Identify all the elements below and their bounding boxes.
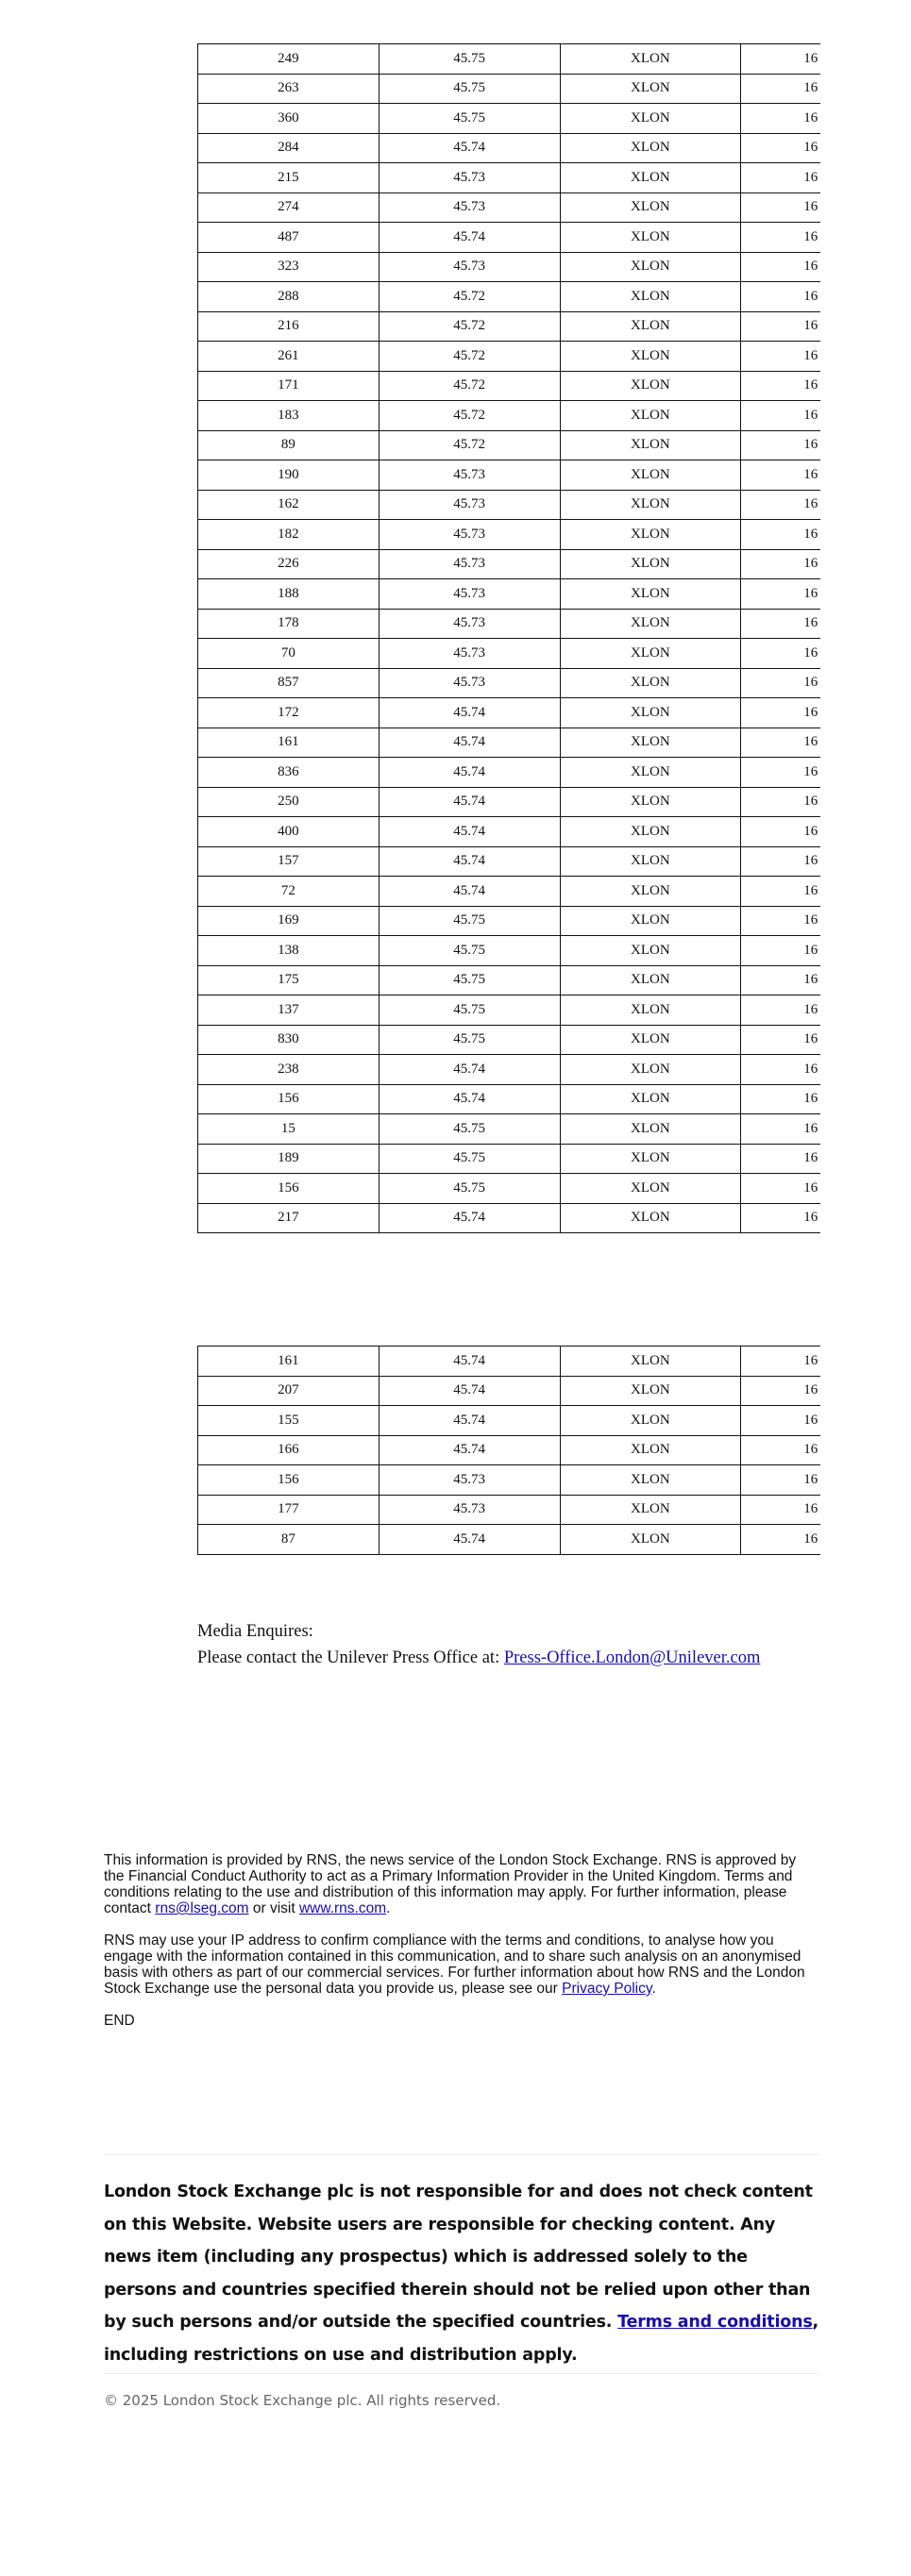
venue-cell: XLON	[560, 1174, 741, 1204]
time-cell: 16	[741, 1376, 820, 1406]
table-row	[198, 995, 821, 1026]
volume-cell: 183	[198, 401, 380, 431]
venue-cell: XLON	[560, 1144, 741, 1174]
table-row	[198, 846, 821, 877]
time-cell: 16	[741, 936, 820, 966]
price-cell: 45.75	[379, 1025, 560, 1055]
disclaimer-text: London Stock Exchange plc is not responsible for and does not check content on this Website. Website users are responsible for checking content. Any news item (including any prospectus) which is addressed solely to the persons and countries specified therein should not be relied upon other than by such persons and/or outside the specified countries.	[104, 2183, 813, 2332]
venue-cell: XLON	[560, 1347, 741, 1377]
time-cell: 16	[741, 371, 820, 401]
volume-cell: 175	[198, 965, 380, 995]
volume-cell: 261	[198, 342, 380, 372]
time-cell: 16	[741, 520, 820, 550]
volume-cell: 400	[198, 817, 380, 847]
table-row	[198, 311, 821, 342]
volume-cell: 215	[198, 163, 380, 193]
volume-cell: 161	[198, 1347, 380, 1377]
price-cell: 45.74	[379, 1376, 560, 1406]
volume-cell: 250	[198, 787, 380, 817]
table-row	[198, 223, 821, 253]
price-cell: 45.74	[379, 1055, 560, 1085]
disclaimer-tail: , including restrictions on use and distribution apply.	[104, 2313, 818, 2365]
venue-cell: XLON	[560, 1203, 741, 1233]
time-cell: 16	[741, 965, 820, 995]
price-cell: 45.73	[379, 668, 560, 698]
time-cell: 16	[741, 787, 820, 817]
venue-cell: XLON	[560, 282, 741, 312]
table-row	[198, 1174, 821, 1204]
volume-cell: 161	[198, 728, 380, 758]
table-row	[198, 520, 821, 550]
table-row	[198, 163, 821, 193]
time-cell: 16	[741, 192, 820, 223]
price-cell: 45.74	[379, 223, 560, 253]
price-cell: 45.72	[379, 430, 560, 460]
table-row	[198, 401, 821, 431]
volume-cell: 169	[198, 906, 380, 936]
price-cell: 45.74	[379, 846, 560, 877]
price-cell: 45.74	[379, 787, 560, 817]
table-row	[198, 1055, 821, 1085]
table-row	[198, 728, 821, 758]
time-cell: 16	[741, 1084, 820, 1114]
price-cell: 45.73	[379, 1495, 560, 1525]
price-cell: 45.75	[379, 995, 560, 1026]
price-cell: 45.74	[379, 1084, 560, 1114]
volume-cell: 177	[198, 1495, 380, 1525]
time-cell: 16	[741, 579, 820, 610]
volume-cell: 226	[198, 549, 380, 579]
volume-cell: 156	[198, 1084, 380, 1114]
time-cell: 16	[741, 74, 820, 104]
volume-cell: 138	[198, 936, 380, 966]
time-cell: 16	[741, 609, 820, 639]
venue-cell: XLON	[560, 995, 741, 1026]
time-cell: 16	[741, 549, 820, 579]
table-row	[198, 1025, 821, 1055]
lse-disclaimer	[104, 2176, 821, 2371]
terms-and-conditions-link[interactable]: Terms and conditions	[617, 2313, 813, 2332]
table-row	[198, 371, 821, 401]
time-cell: 16	[741, 817, 820, 847]
price-cell: 45.74	[379, 133, 560, 163]
table-row	[198, 936, 821, 966]
venue-cell: XLON	[560, 311, 741, 342]
table-row	[198, 1347, 821, 1377]
time-cell: 16	[741, 1203, 820, 1233]
price-cell: 45.74	[379, 877, 560, 907]
time-cell: 16	[741, 1174, 820, 1204]
time-cell: 16	[741, 163, 820, 193]
table-row	[198, 698, 821, 728]
price-cell: 45.75	[379, 1174, 560, 1204]
rns-p1-end: .	[386, 1900, 391, 1916]
venue-cell: XLON	[560, 877, 741, 907]
price-cell: 45.74	[379, 1347, 560, 1377]
time-cell: 16	[741, 311, 820, 342]
volume-cell: 189	[198, 1144, 380, 1174]
time-cell: 16	[741, 1495, 820, 1525]
time-cell: 16	[741, 1025, 820, 1055]
table-row	[198, 1406, 821, 1436]
volume-cell: 487	[198, 223, 380, 253]
table-row	[198, 1465, 821, 1496]
rns-p1-mid: or visit	[248, 1900, 299, 1916]
price-cell: 45.72	[379, 342, 560, 372]
volume-cell: 249	[198, 44, 380, 75]
venue-cell: XLON	[560, 609, 741, 639]
time-cell: 16	[741, 133, 820, 163]
venue-cell: XLON	[560, 371, 741, 401]
price-cell: 45.73	[379, 549, 560, 579]
time-cell: 16	[741, 1347, 820, 1377]
time-cell: 16	[741, 252, 820, 282]
time-cell: 16	[741, 728, 820, 758]
venue-cell: XLON	[560, 1465, 741, 1496]
time-cell: 16	[741, 282, 820, 312]
volume-cell: 190	[198, 460, 380, 491]
privacy-policy-link[interactable]: Privacy Policy	[562, 1981, 652, 1997]
price-cell: 45.75	[379, 104, 560, 134]
time-cell: 16	[741, 342, 820, 372]
price-cell: 45.74	[379, 1435, 560, 1465]
venue-cell: XLON	[560, 579, 741, 610]
media-contact-text: Please contact the Unilever Press Office at:	[197, 1648, 504, 1667]
trades-table-2-container	[0, 1345, 820, 1562]
price-cell: 45.73	[379, 460, 560, 491]
time-cell: 16	[741, 639, 820, 669]
volume-cell: 207	[198, 1376, 380, 1406]
price-cell: 45.75	[379, 74, 560, 104]
venue-cell: XLON	[560, 965, 741, 995]
time-cell: 16	[741, 1406, 820, 1436]
price-cell: 45.74	[379, 758, 560, 788]
venue-cell: XLON	[560, 846, 741, 877]
rns-p2-text: RNS may use your IP address to confirm compliance with the terms and conditions, to analyse how you engage with the information contained in this communication, and to share such analysis on an anonymised basis with others as part of our commercial services. For further information about how RNS and the London Stock Exchange use the personal data you provide us, please see our	[104, 1932, 805, 1997]
venue-cell: XLON	[560, 758, 741, 788]
time-cell: 16	[741, 490, 820, 520]
table-row	[198, 133, 821, 163]
volume-cell: 263	[198, 74, 380, 104]
table-row	[198, 549, 821, 579]
venue-cell: XLON	[560, 104, 741, 134]
time-cell: 16	[741, 846, 820, 877]
media-heading: Media Enquires:	[197, 1622, 313, 1641]
venue-cell: XLON	[560, 342, 741, 372]
table-row	[198, 609, 821, 639]
volume-cell: 156	[198, 1174, 380, 1204]
price-cell: 45.75	[379, 1144, 560, 1174]
price-cell: 45.73	[379, 490, 560, 520]
price-cell: 45.73	[379, 579, 560, 610]
volume-cell: 284	[198, 133, 380, 163]
rns-notice	[104, 1852, 818, 2045]
price-cell: 45.74	[379, 698, 560, 728]
table-row	[198, 44, 821, 75]
trades-table-1-container	[0, 42, 820, 1260]
volume-cell: 830	[198, 1025, 380, 1055]
venue-cell: XLON	[560, 1376, 741, 1406]
price-cell: 45.72	[379, 282, 560, 312]
venue-cell: XLON	[560, 163, 741, 193]
footer-divider-bottom	[104, 2373, 818, 2374]
price-cell: 45.73	[379, 192, 560, 223]
price-cell: 45.75	[379, 1114, 560, 1145]
end-marker: END	[104, 2013, 135, 2029]
volume-cell: 178	[198, 609, 380, 639]
table-row	[198, 668, 821, 698]
volume-cell: 323	[198, 252, 380, 282]
time-cell: 16	[741, 430, 820, 460]
venue-cell: XLON	[560, 639, 741, 669]
volume-cell: 137	[198, 995, 380, 1026]
venue-cell: XLON	[560, 1055, 741, 1085]
venue-cell: XLON	[560, 1435, 741, 1465]
volume-cell: 216	[198, 311, 380, 342]
volume-cell: 182	[198, 520, 380, 550]
venue-cell: XLON	[560, 787, 741, 817]
venue-cell: XLON	[560, 1525, 741, 1555]
rns-paragraph-2	[104, 1932, 818, 1997]
price-cell: 45.74	[379, 1406, 560, 1436]
volume-cell: 188	[198, 579, 380, 610]
volume-cell: 238	[198, 1055, 380, 1085]
volume-cell: 89	[198, 430, 380, 460]
table-row	[198, 1144, 821, 1174]
venue-cell: XLON	[560, 223, 741, 253]
press-office-email-link[interactable]: Press-Office.London@Unilever.com	[503, 1648, 761, 1667]
time-cell: 16	[741, 1055, 820, 1085]
price-cell: 45.74	[379, 817, 560, 847]
table-row	[198, 460, 821, 491]
table-row	[198, 1114, 821, 1145]
venue-cell: XLON	[560, 728, 741, 758]
table-row	[198, 639, 821, 669]
volume-cell: 15	[198, 1114, 380, 1145]
time-cell: 16	[741, 401, 820, 431]
table-row	[198, 104, 821, 134]
venue-cell: XLON	[560, 520, 741, 550]
volume-cell: 288	[198, 282, 380, 312]
venue-cell: XLON	[560, 1084, 741, 1114]
venue-cell: XLON	[560, 1406, 741, 1436]
rns-email-link[interactable]: rns@lseg.com	[155, 1900, 249, 1916]
venue-cell: XLON	[560, 1495, 741, 1525]
price-cell: 45.73	[379, 1465, 560, 1496]
price-cell: 45.73	[379, 609, 560, 639]
venue-cell: XLON	[560, 549, 741, 579]
table-row	[198, 490, 821, 520]
rns-paragraph-1	[104, 1852, 818, 1916]
venue-cell: XLON	[560, 936, 741, 966]
rns-p2-end: .	[651, 1981, 656, 1997]
volume-cell: 274	[198, 192, 380, 223]
price-cell: 45.72	[379, 371, 560, 401]
trades-table-2	[197, 1346, 820, 1555]
volume-cell: 360	[198, 104, 380, 134]
venue-cell: XLON	[560, 192, 741, 223]
time-cell: 16	[741, 44, 820, 75]
price-cell: 45.73	[379, 252, 560, 282]
time-cell: 16	[741, 877, 820, 907]
venue-cell: XLON	[560, 460, 741, 491]
table-row	[198, 787, 821, 817]
table-row	[198, 1525, 821, 1555]
time-cell: 16	[741, 1144, 820, 1174]
volume-cell: 87	[198, 1525, 380, 1555]
time-cell: 16	[741, 104, 820, 134]
table-row	[198, 758, 821, 788]
price-cell: 45.75	[379, 44, 560, 75]
table-row	[198, 877, 821, 907]
table-row	[198, 430, 821, 460]
venue-cell: XLON	[560, 1114, 741, 1145]
volume-cell: 836	[198, 758, 380, 788]
volume-cell: 72	[198, 877, 380, 907]
time-cell: 16	[741, 1465, 820, 1496]
price-cell: 45.73	[379, 163, 560, 193]
volume-cell: 857	[198, 668, 380, 698]
price-cell: 45.72	[379, 311, 560, 342]
time-cell: 16	[741, 906, 820, 936]
venue-cell: XLON	[560, 668, 741, 698]
table-row	[198, 1435, 821, 1465]
table-row	[198, 1376, 821, 1406]
rns-website-link[interactable]: www.rns.com	[298, 1900, 387, 1916]
volume-cell: 171	[198, 371, 380, 401]
time-cell: 16	[741, 460, 820, 491]
volume-cell: 155	[198, 1406, 380, 1436]
table-row	[198, 342, 821, 372]
price-cell: 45.73	[379, 639, 560, 669]
venue-cell: XLON	[560, 252, 741, 282]
table-row	[198, 252, 821, 282]
time-cell: 16	[741, 995, 820, 1026]
venue-cell: XLON	[560, 490, 741, 520]
volume-cell: 166	[198, 1435, 380, 1465]
venue-cell: XLON	[560, 401, 741, 431]
price-cell: 45.75	[379, 965, 560, 995]
media-enquiries	[197, 1618, 760, 1671]
table-row	[198, 579, 821, 610]
volume-cell: 162	[198, 490, 380, 520]
venue-cell: XLON	[560, 906, 741, 936]
venue-cell: XLON	[560, 44, 741, 75]
table-row	[198, 1203, 821, 1233]
time-cell: 16	[741, 223, 820, 253]
price-cell: 45.75	[379, 906, 560, 936]
rns-p1-text: This information is provided by RNS, the news service of the London Stock Exchange. RNS is approved by the Financial Conduct Authority to act as a Primary Information Provider in the United Kingdom. Terms and conditions relating to the use and distribution of this information may apply. For further information, please contact	[104, 1852, 797, 1916]
table-row	[198, 906, 821, 936]
price-cell: 45.73	[379, 520, 560, 550]
time-cell: 16	[741, 698, 820, 728]
footer-divider-top	[104, 2154, 818, 2155]
volume-cell: 172	[198, 698, 380, 728]
venue-cell: XLON	[560, 1025, 741, 1055]
table-row	[198, 817, 821, 847]
time-cell: 16	[741, 1525, 820, 1555]
volume-cell: 157	[198, 846, 380, 877]
volume-cell: 156	[198, 1465, 380, 1496]
media-contact	[197, 1645, 760, 1671]
time-cell: 16	[741, 1435, 820, 1465]
table-row	[198, 192, 821, 223]
table-row	[198, 965, 821, 995]
price-cell: 45.74	[379, 728, 560, 758]
time-cell: 16	[741, 1114, 820, 1145]
price-cell: 45.74	[379, 1525, 560, 1555]
table-row	[198, 1495, 821, 1525]
table-row	[198, 74, 821, 104]
price-cell: 45.74	[379, 1203, 560, 1233]
time-cell: 16	[741, 758, 820, 788]
volume-cell: 70	[198, 639, 380, 669]
time-cell: 16	[741, 668, 820, 698]
trades-table-1	[197, 43, 820, 1233]
table-row	[198, 282, 821, 312]
venue-cell: XLON	[560, 133, 741, 163]
copyright-notice: © 2025 London Stock Exchange plc. All rights reserved.	[104, 2392, 501, 2409]
venue-cell: XLON	[560, 817, 741, 847]
venue-cell: XLON	[560, 698, 741, 728]
price-cell: 45.72	[379, 401, 560, 431]
venue-cell: XLON	[560, 430, 741, 460]
price-cell: 45.75	[379, 936, 560, 966]
volume-cell: 217	[198, 1203, 380, 1233]
venue-cell: XLON	[560, 74, 741, 104]
table-row	[198, 1084, 821, 1114]
